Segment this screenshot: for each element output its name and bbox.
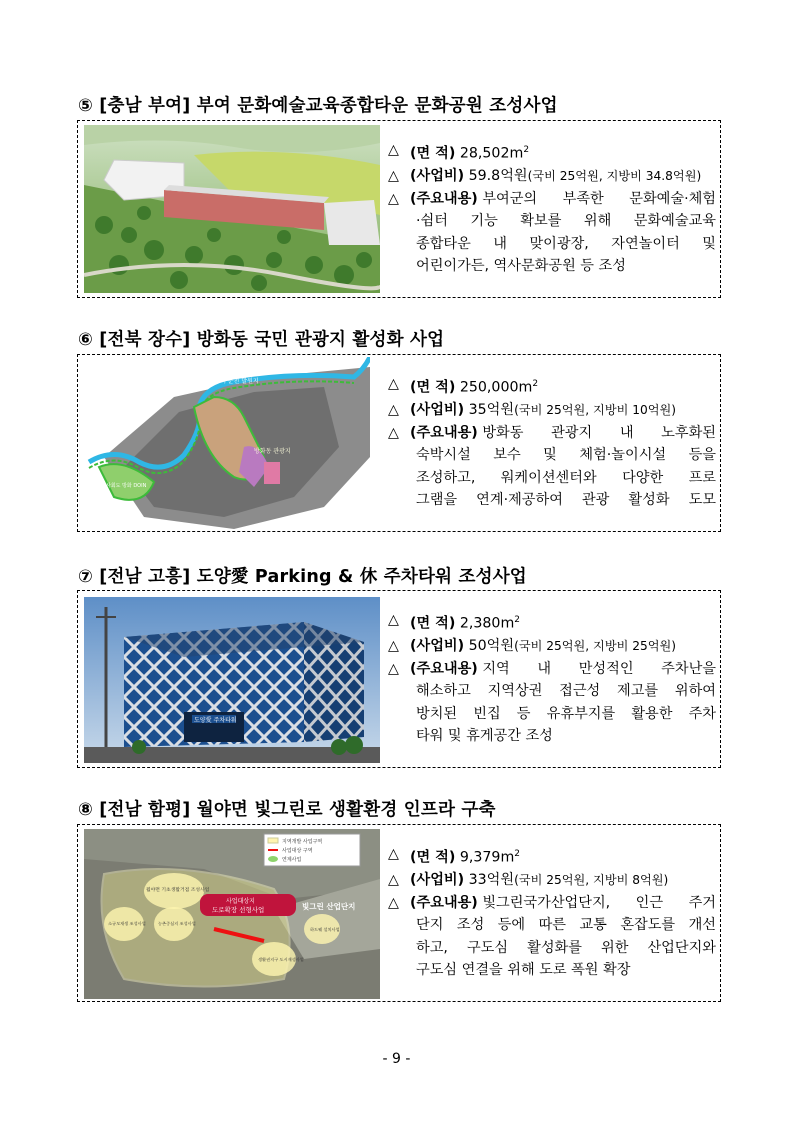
- cost-value: 59.8억원: [468, 168, 528, 185]
- cost-label: (사업비): [410, 402, 465, 419]
- content-label: (주요내용): [410, 660, 478, 677]
- area-label: (면 적): [410, 849, 456, 866]
- circle-label: 농촌중심지 조성사업: [158, 921, 196, 926]
- content-line: 종합타운 내 맞이광장, 자연놀이터 및: [416, 235, 716, 252]
- cost-detail: (국비 25억원, 지방비 10억원): [514, 403, 677, 418]
- cost-value: 33억원: [468, 872, 515, 889]
- section-box: [77, 354, 721, 532]
- triangle-marker: △: [388, 142, 399, 158]
- content-label: (주요내용): [410, 190, 478, 207]
- area-value: 9,379m: [459, 849, 515, 866]
- circle-label: 소규모재생 조성사업: [108, 921, 146, 926]
- legend-item: 사업대상 구역: [282, 848, 313, 854]
- content-line: 부여군의 부족한 문화예술·체험: [482, 190, 716, 207]
- triangle-marker: △: [388, 872, 399, 889]
- content-line: 숙박시설 보수 및 체험·놀이시설 등을: [416, 447, 716, 464]
- legend-item: 지역개발 사업구역: [282, 839, 323, 845]
- cost-detail: (국비 25억원, 지방비 25억원): [514, 639, 677, 654]
- legend-item: 연계사업: [282, 857, 302, 863]
- industrial-label: 빛그린 산업단지: [302, 902, 356, 911]
- area-value: 2,380m: [459, 615, 515, 632]
- content-line: 하고, 구도심 활성화를 위한 산업단지와: [416, 939, 716, 956]
- section-box: [77, 824, 721, 1002]
- aerial-map-image: [84, 829, 380, 999]
- content-line: 조성하고, 워케이션센터와 다양한 프로: [416, 469, 716, 486]
- site-map-image: [84, 357, 370, 529]
- area-label: (면 적): [410, 379, 456, 396]
- sign-text: 도양愛 주차타워: [194, 717, 237, 724]
- area-unit-sup: 2: [514, 849, 521, 859]
- circle-label: 월야면 기초생활거점 조성사업: [146, 888, 210, 893]
- cost-label: (사업비): [410, 168, 465, 185]
- content-line: 지역 내 만성적인 주차난을: [482, 660, 716, 677]
- content-line: 단지 조성 등에 따른 교통 혼잡도를 개선: [416, 917, 716, 934]
- area-unit-sup: 2: [523, 145, 530, 155]
- map-label: 방화동 관광지: [254, 448, 291, 455]
- content-line: 방치된 빈집 등 유휴부지를 활용한 주차: [416, 705, 716, 722]
- content-line: 해소하고 지역상권 접근성 제고를 위하여: [416, 683, 716, 700]
- park-rendering-image: [84, 125, 380, 293]
- content-label: (주요내용): [410, 424, 478, 441]
- content-line: 빛그린국가산업단지, 인근 주거: [482, 894, 716, 911]
- area-unit-sup: 2: [532, 379, 539, 389]
- section-heading: ⑧ [전남 함평] 월야면 빛그린로 생활환경 인프라 구축: [78, 800, 496, 820]
- triangle-marker: △: [388, 638, 399, 655]
- content-line: 구도심 연결을 위해 도로 폭원 확장: [416, 962, 631, 979]
- triangle-marker: △: [388, 894, 399, 911]
- triangle-marker: △: [388, 190, 399, 207]
- triangle-marker: △: [388, 660, 399, 677]
- area-value: 28,502m: [459, 145, 524, 162]
- content-line: 그램을 연계·제공하여 관광 활성화 도모: [416, 492, 716, 509]
- cost-value: 50억원: [468, 638, 515, 655]
- section-heading: ⑦ [전남 고흥] 도양愛 Parking & 休 주차타워 조성사업: [78, 567, 527, 587]
- cost-label: (사업비): [410, 638, 465, 655]
- content-label: (주요내용): [410, 894, 478, 911]
- content-line: ·쉼터 기능 확보를 위해 문화예술교육: [416, 213, 716, 230]
- circle-label: 하드웨 설치사업: [310, 927, 340, 932]
- triangle-marker: △: [388, 612, 399, 628]
- triangle-marker: △: [388, 402, 399, 419]
- content-line: 방화동 관광지 내 노후화된: [482, 424, 716, 441]
- content-line: 타워 및 휴게공간 조성: [416, 728, 553, 745]
- cost-value: 35억원: [468, 402, 515, 419]
- triangle-marker: △: [388, 846, 399, 862]
- map-label: 사회도 방화 DOIN: [106, 483, 147, 489]
- section-heading: ⑥ [전북 장수] 방화동 국민 관광지 활성화 사업: [78, 330, 445, 350]
- content-line: 어린이가든, 역사문화공원 등 조성: [416, 258, 626, 275]
- section-box: [77, 120, 721, 298]
- map-label: 수분천 발원지: [222, 378, 259, 385]
- triangle-marker: △: [388, 168, 399, 185]
- area-unit-sup: 2: [514, 615, 521, 625]
- section-info: [388, 843, 716, 982]
- section-info: [388, 139, 716, 278]
- circle-label: 생활권지구 도시재생사업: [258, 957, 304, 962]
- cost-detail: (국비 25억원, 지방비 34.8억원): [527, 169, 702, 184]
- triangle-marker: △: [388, 376, 399, 392]
- triangle-marker: △: [388, 424, 399, 441]
- area-label: (면 적): [410, 615, 456, 632]
- section-heading: ⑤ [충남 부여] 부여 문화예술교육종합타운 문화공원 조성사업: [78, 96, 558, 116]
- cost-label: (사업비): [410, 872, 465, 889]
- page-number: - 9 -: [382, 1051, 411, 1067]
- parking-tower-rendering-image: [84, 597, 380, 763]
- area-value: 250,000m: [459, 379, 533, 396]
- callout-title: 사업대상지: [226, 898, 255, 905]
- cost-detail: (국비 25억원, 지방비 8억원): [514, 873, 669, 888]
- callout-text: 도로확장 선형사업: [212, 906, 265, 914]
- section-info: [388, 609, 716, 748]
- section-info: [388, 373, 716, 512]
- area-label: (면 적): [410, 145, 456, 162]
- section-box: [77, 590, 721, 768]
